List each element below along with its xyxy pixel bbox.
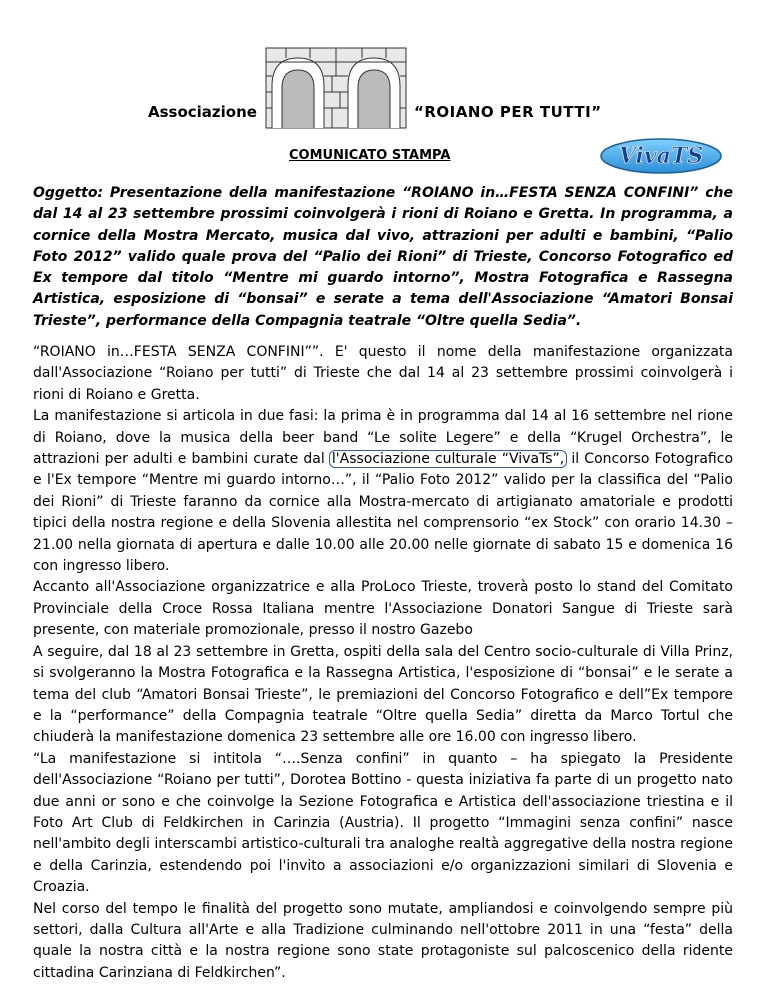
subject-paragraph: Oggetto: Presentazione della manifestazione “ROIANO in…FESTA SENZA CONFINI” che dal 14 al 23 settembre prossimi coinvolgerà i rioni di Roiano e Gretta. In programma, a cornice della Mostra Mercato, musica dal vivo, attrazioni per adulti e bambini, “Palio Foto 2012” valido quale prova del “Palio dei Rioni” di Trieste, Concorso Fotografico ed Ex tempore dal titolo “Mentre mi guardo intorno”, Mostra Fotografica e Rassegna Artistica, esposizione di “bonsai” e serate a tema dell'Associazione “Amatori Bonsai Trieste”, performance della Compagnia teatrale “Oltre quella Sedia”.	[33, 185, 733, 329]
svg-text:VivaTS: VivaTS	[618, 143, 704, 169]
association-name: “ROIANO PER TUTTI”	[414, 103, 602, 121]
press-release-body	[33, 342, 733, 984]
paragraph-history: Nel corso del tempo le finalità del progetto sono mutate, ampliandosi e coinvolgendo sempre più settori, dalla Cultura all'Arte e alla Tradizione culminando nell'ottobre 2011 in una “festa” della quale la nostra città e la nostra regione sono state protagoniste sul palcoscenico della ridente cittadina Carinziana di Feldkirchen”.	[33, 900, 733, 981]
paragraph-partners: Accanto all'Associazione organizzatrice e alla ProLoco Trieste, troverà posto lo stand del Comitato Provinciale della Croce Rossa Italiana mentre l'Associazione Donatori Sangue di Trieste sarà presente, con materiale promozionale, presso il nostro Gazebo	[33, 579, 733, 639]
paragraph-program-end: il Concorso Fotografico e l'Ex tempore “Mentre mi guardo intorno…”, il “Palio Foto 2012” valido per la classifica del “Palio dei Rioni” di Trieste faranno da cornice alla Mostra-mercato di artigianato amatoriale e prodotti tipici della nostra regione e della Slovenia allestita nel comprensorio “ex Stock” con orario 14.30 – 21.00 nella giornata di apertura e dalle 10.00 alle 20.00 nelle giornate di sabato 15 e domenica 16 con ingresso libero.	[33, 451, 734, 575]
paragraph-program-start: La manifestazione si articola in due fasi: la prima è in programma dal 14 al 16 settembre nel rione di Roiano, dove la musica della beer band “Le solite Legere” e della “Krugel Orchestra”, le attrazioni per adulti e bambini curate dal	[33, 408, 733, 468]
vivats-logo	[598, 136, 724, 176]
press-release-title: COMUNICATO STAMPA	[289, 148, 451, 163]
paragraph-gretta: A seguire, dal 18 al 23 settembre in Gretta, ospiti della sala del Centro socio-culturale di Villa Prinz, si svolgeranno la Mostra Fotografica e la Rassegna Artistica, l'esposizione di “bonsai” e le serate a tema del club “Amatori Bonsai Trieste”, le premiazioni del Concorso Fotografico e dell”Ex tempore e la “performance” della Compagnia teatrale “Oltre quella Sedia” diretta da Marco Tortul che chiuderà la manifestazione domenica 23 settembre alle ore 16.00 con ingresso libero.	[33, 643, 733, 746]
paragraph-program	[33, 406, 733, 577]
paragraph-intro: “ROIANO in…FESTA SENZA CONFINI””. E' questo il nome della manifestazione organizzata dall'Associazione “Roiano per tutti” di Trieste che dal 14 al 23 settembre prossimi coinvolgerà i rioni di Roiano e Gretta.	[33, 344, 733, 403]
association-label: Associazione	[148, 103, 257, 121]
arches-logo	[262, 42, 410, 130]
paragraph-quote: “La manifestazione si intitola “….Senza confini” in quanto – ha spiegato la Presidente dell'Associazione “Roiano per tutti”, Dorotea Bottino - questa iniziativa fa parte di un progetto nato due anni or sono e che coinvolge la Sezione Fotografica e Artistica dell'associazione triestina e il Foto Art Club di Feldkirchen in Carinzia (Austria). Il progetto “Immagini senza confini” nasce nell'ambito degli interscambi artistico-culturali tra analoghe realtà aggregative della nostra regione e della Carinzia, estendendo poi l'invito a associazioni e/o organizzazioni similari di Slovenia e Croazia.	[33, 750, 733, 896]
highlighted-association: l'Associazione culturale “VivaTs”,	[331, 451, 565, 468]
